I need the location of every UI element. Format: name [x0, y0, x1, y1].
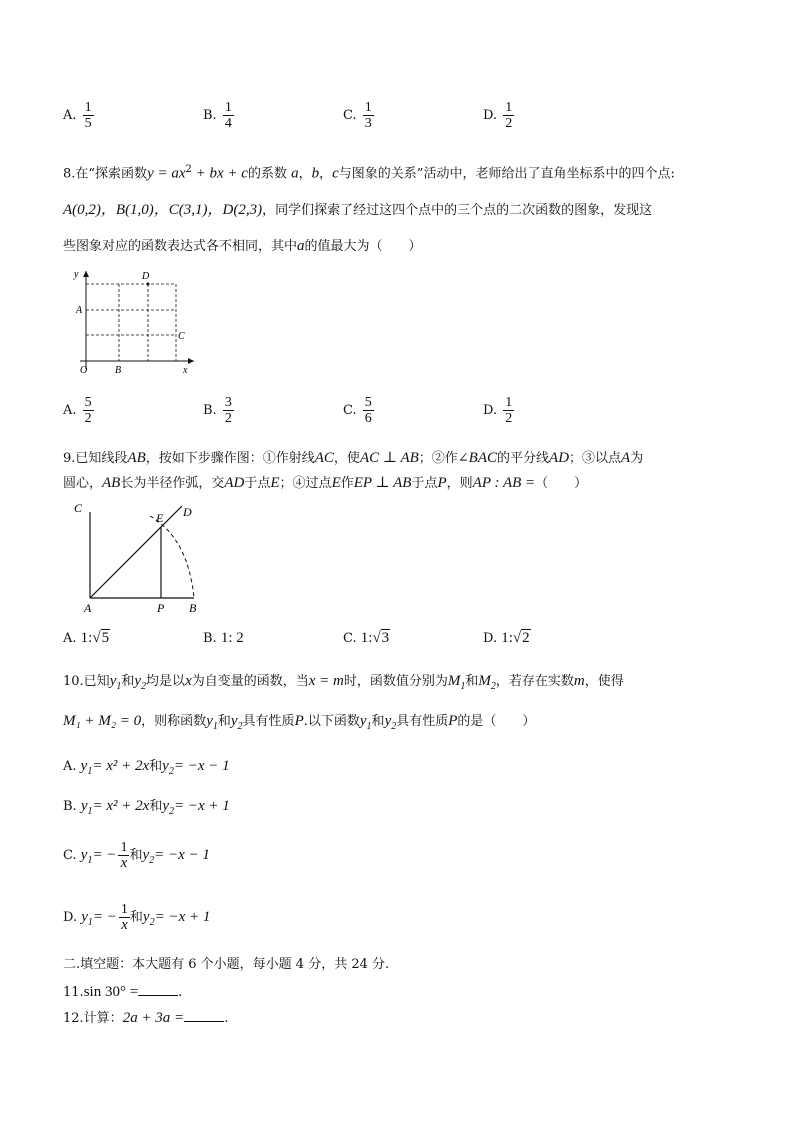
text: 为自变量的函数，当 [191, 674, 309, 689]
radicand: 2 [522, 630, 530, 646]
e-label: E [156, 511, 164, 525]
text: （ ） [535, 476, 588, 491]
fraction [83, 100, 94, 131]
option-label: D. [63, 910, 78, 925]
denominator: x [120, 855, 128, 871]
and: 和 [149, 759, 163, 774]
option-label: A. [63, 759, 77, 774]
numerator: 5 [364, 395, 372, 410]
option-label: C. [343, 108, 357, 123]
math-sum: M₁ + M₂ = 0 [63, 713, 142, 729]
option-label: A. [63, 108, 77, 123]
text: .以下函数 [303, 714, 360, 729]
math-x: x [185, 673, 192, 689]
q8-func-rest: + bx + c [191, 165, 248, 182]
option-label: B. [203, 403, 217, 418]
sqrt: √3 [372, 630, 390, 646]
y1: $y_1$ [359, 713, 372, 732]
q8-option-d [483, 395, 514, 426]
math-e: E [270, 475, 280, 491]
ratio-pre: 1: [80, 630, 93, 646]
text: 和 [121, 674, 135, 689]
and: 和 [129, 848, 143, 863]
math-xm: x = m [308, 673, 344, 689]
q8-line3a: 些图象对应的函数表达式各不相同，其中 [63, 239, 298, 254]
denominator: 4 [224, 116, 232, 131]
y2: $y_2$ [162, 758, 174, 777]
option-label: B. [63, 799, 77, 814]
b-label: B [189, 601, 197, 615]
y1: $y_1$ [80, 758, 93, 777]
q12-end: . [224, 1011, 229, 1026]
ray-ad [90, 506, 182, 598]
q8-prefix: 8.在“探索函数 [63, 166, 148, 182]
q12-expr: 2a + 3a = [122, 1010, 185, 1026]
section-2-heading: 二.填空题：本大题有 6 个小题，每小题 4 分，共 24 分. [63, 957, 390, 972]
c-label: C [74, 501, 83, 515]
arc [150, 516, 194, 598]
expr-y2: = −x − 1 [173, 758, 230, 774]
math-ab: AB [102, 475, 121, 491]
text: 的平分线 [497, 451, 550, 466]
option-label: D. [483, 108, 498, 123]
sqrt: √2 [512, 630, 530, 646]
q8-coordinate-figure [70, 265, 200, 380]
answer-blank[interactable] [138, 983, 178, 996]
math-perp: AC ⊥ AB [359, 450, 419, 466]
ratio-pre: 1: 2 [220, 630, 244, 646]
text: 圆心， [63, 476, 103, 491]
text: 具有性质 [242, 714, 295, 729]
expr-pre: = − [92, 909, 117, 925]
expr-pre: = − [92, 847, 117, 863]
x-label: x [183, 365, 188, 376]
ratio-pre: 1: [501, 630, 513, 646]
numerator: 1 [120, 840, 128, 855]
denominator: 2 [505, 411, 513, 426]
numerator: 1 [505, 395, 513, 410]
fraction [223, 100, 234, 131]
y2: $y_2$ [134, 673, 147, 692]
option-label: D. [483, 403, 498, 418]
ratio-pre: 1: [360, 630, 373, 646]
math-ac: AC [314, 450, 334, 466]
math-ep: EP ⊥ AB [353, 475, 412, 491]
fraction [118, 840, 129, 871]
q9-construction-figure [70, 498, 210, 618]
q12-label: 12.计算： [63, 1011, 123, 1026]
c-label: C [178, 331, 185, 342]
a-label: A [84, 601, 92, 615]
numerator: 5 [84, 395, 92, 410]
a-label: A [76, 305, 83, 316]
numerator: 1 [84, 100, 92, 115]
q9-line-2 [63, 473, 587, 494]
numerator: 1 [364, 100, 372, 115]
text: 均是以 [146, 674, 186, 689]
y1: $y_1$ [80, 847, 93, 866]
y2: $y_2$ [142, 847, 155, 866]
point-d [147, 283, 150, 286]
q9-option-d [483, 630, 531, 647]
q10-line-1 [63, 671, 624, 697]
expr-y2: = −x + 1 [174, 798, 230, 814]
q8-text3: ，同学们探索了经过这四个点中的三个点的二次函数的图象，发现这 [262, 203, 653, 218]
math-ad: AD [549, 450, 570, 466]
text: 的是（ ） [457, 714, 536, 729]
denominator: 2 [224, 411, 232, 426]
q8-option-c [343, 395, 374, 426]
q12 [63, 1008, 228, 1029]
y1: $y_1$ [80, 798, 93, 817]
text: 和 [217, 714, 231, 729]
text: ；②作∠ [418, 451, 469, 466]
y1: $y_1$ [206, 713, 218, 732]
text: 和 [371, 714, 385, 729]
numerator: 1 [505, 100, 513, 115]
q8-text1: 的系数 [247, 166, 287, 182]
y1: $y_1$ [81, 909, 93, 928]
m2: $M_2$ [478, 673, 496, 692]
denominator: 2 [505, 116, 513, 131]
y-label: y [74, 269, 79, 280]
q11-end: . [178, 985, 183, 1000]
expr-y2: = −x − 1 [154, 847, 210, 863]
option-label: B. [203, 108, 217, 123]
fraction [503, 395, 514, 426]
radicand: 3 [381, 630, 390, 646]
math-a: A [621, 450, 631, 466]
math-p: P [448, 713, 458, 729]
text: ，按如下步骤作图：①作射线 [145, 451, 315, 466]
text: 和 [465, 674, 479, 689]
denominator: x [121, 917, 128, 933]
q11-expr: sin 30° = [83, 984, 139, 1000]
option-label: C. [343, 403, 357, 418]
q9-option-b [203, 630, 244, 647]
q9-line-1 [63, 448, 643, 469]
q8-line3b: 的值最大为（ ） [304, 239, 422, 254]
math-bac: BAC [468, 450, 498, 466]
option-label: A. [63, 403, 77, 418]
q8-points: A(0,2)，B(1,0)，C(3,1)，D(2,3) [63, 202, 263, 218]
math-m: m [573, 673, 585, 689]
q7-option-c [343, 100, 374, 131]
q9-option-a [63, 630, 110, 647]
q8-option-a [63, 395, 94, 426]
radicand: 5 [101, 630, 110, 646]
fraction [223, 395, 234, 426]
text: 9.已知线段 [63, 451, 128, 466]
and: 和 [129, 910, 143, 925]
math-p: P [294, 713, 304, 729]
text: 作 [340, 476, 354, 491]
text: 于点 [411, 476, 438, 491]
origin-label: O [80, 365, 88, 376]
text: ；③以点 [569, 451, 622, 466]
y2: $y_2$ [384, 713, 397, 732]
option-label: D. [483, 631, 498, 646]
text: ，则 [446, 476, 473, 491]
y-axis-arrow [83, 271, 89, 277]
fraction [83, 395, 94, 426]
expr-y2: = −x + 1 [154, 909, 211, 925]
text: 为 [630, 451, 644, 466]
coef-b: b [311, 165, 320, 182]
q8-text2: 与图象的关系”活动中，老师给出了直角坐标系中的四个点: [338, 166, 675, 182]
text: ，若存在实数 [495, 674, 574, 689]
y2: $y_2$ [142, 909, 155, 928]
grid-lines [86, 284, 176, 361]
math-p: P [437, 475, 447, 491]
math-ad: AD [224, 475, 245, 491]
text: ，则称函数 [141, 714, 207, 729]
q8-option-b [203, 395, 234, 426]
q7-option-b [203, 100, 234, 131]
expr-y1: = x² + 2x [92, 798, 150, 814]
x-axis-arrow [188, 358, 194, 364]
sqrt: √5 [92, 630, 110, 646]
denominator: 2 [84, 411, 92, 426]
q7-option-d [483, 100, 514, 131]
q10-option-c [63, 840, 210, 871]
coef-a: a [291, 165, 299, 182]
fraction [119, 902, 130, 933]
text: 于点 [244, 476, 271, 491]
denominator: 3 [364, 116, 372, 131]
m1: $M_1$ [447, 673, 466, 692]
text: 长为半径作弧，交 [120, 476, 225, 491]
option-label: A. [63, 631, 77, 646]
q11-label: 11. [63, 985, 84, 1000]
numerator: 1 [120, 902, 128, 917]
q10-option-d [63, 902, 210, 933]
q9-option-c [343, 630, 390, 647]
q10-option-b [63, 796, 230, 822]
fraction [363, 100, 374, 131]
q11 [63, 982, 182, 1003]
y1: $y_1$ [109, 673, 122, 692]
text: 10.已知 [63, 674, 110, 689]
b-label: B [115, 365, 122, 376]
q10-line-2 [63, 711, 535, 737]
text: ，使 [333, 451, 360, 466]
expr-y1: = x² + 2x [92, 758, 150, 774]
y2: $y_2$ [230, 713, 243, 732]
q7-option-a [63, 100, 94, 131]
q8-line-1: 8.在“探索函数$y = ax^2$ + bx + c的系数 a，b，c与图象的关系”活动中，老师给出了直角坐标系中的四个点: [63, 164, 675, 182]
q8-func: y = ax [147, 165, 186, 182]
fraction [363, 395, 374, 426]
fraction [503, 100, 514, 131]
math-e: E [331, 475, 341, 491]
text: 时，函数值分别为 [343, 674, 448, 689]
d-label: D [183, 505, 192, 519]
text: ，使得 [584, 674, 624, 689]
option-label: B. [203, 631, 217, 646]
answer-blank[interactable] [184, 1009, 224, 1022]
numerator: 3 [224, 395, 232, 410]
math-ratio: AP : AB = [472, 475, 536, 491]
y2: $y_2$ [162, 798, 174, 817]
numerator: 1 [224, 100, 232, 115]
option-label: C. [63, 848, 77, 863]
denominator: 6 [364, 411, 372, 426]
option-label: C. [343, 631, 357, 646]
and: 和 [149, 799, 163, 814]
d-label: D [142, 271, 150, 282]
p-label: P [157, 601, 165, 615]
q8-line-3 [63, 236, 422, 257]
text: ；④过点 [279, 476, 332, 491]
q8-line-2 [63, 200, 652, 221]
text: 具有性质 [396, 714, 449, 729]
coef-c: c [332, 165, 339, 182]
denominator: 5 [84, 116, 92, 131]
q10-option-a [63, 756, 230, 782]
coef-a: a [297, 238, 305, 254]
math-ab: AB [127, 450, 146, 466]
